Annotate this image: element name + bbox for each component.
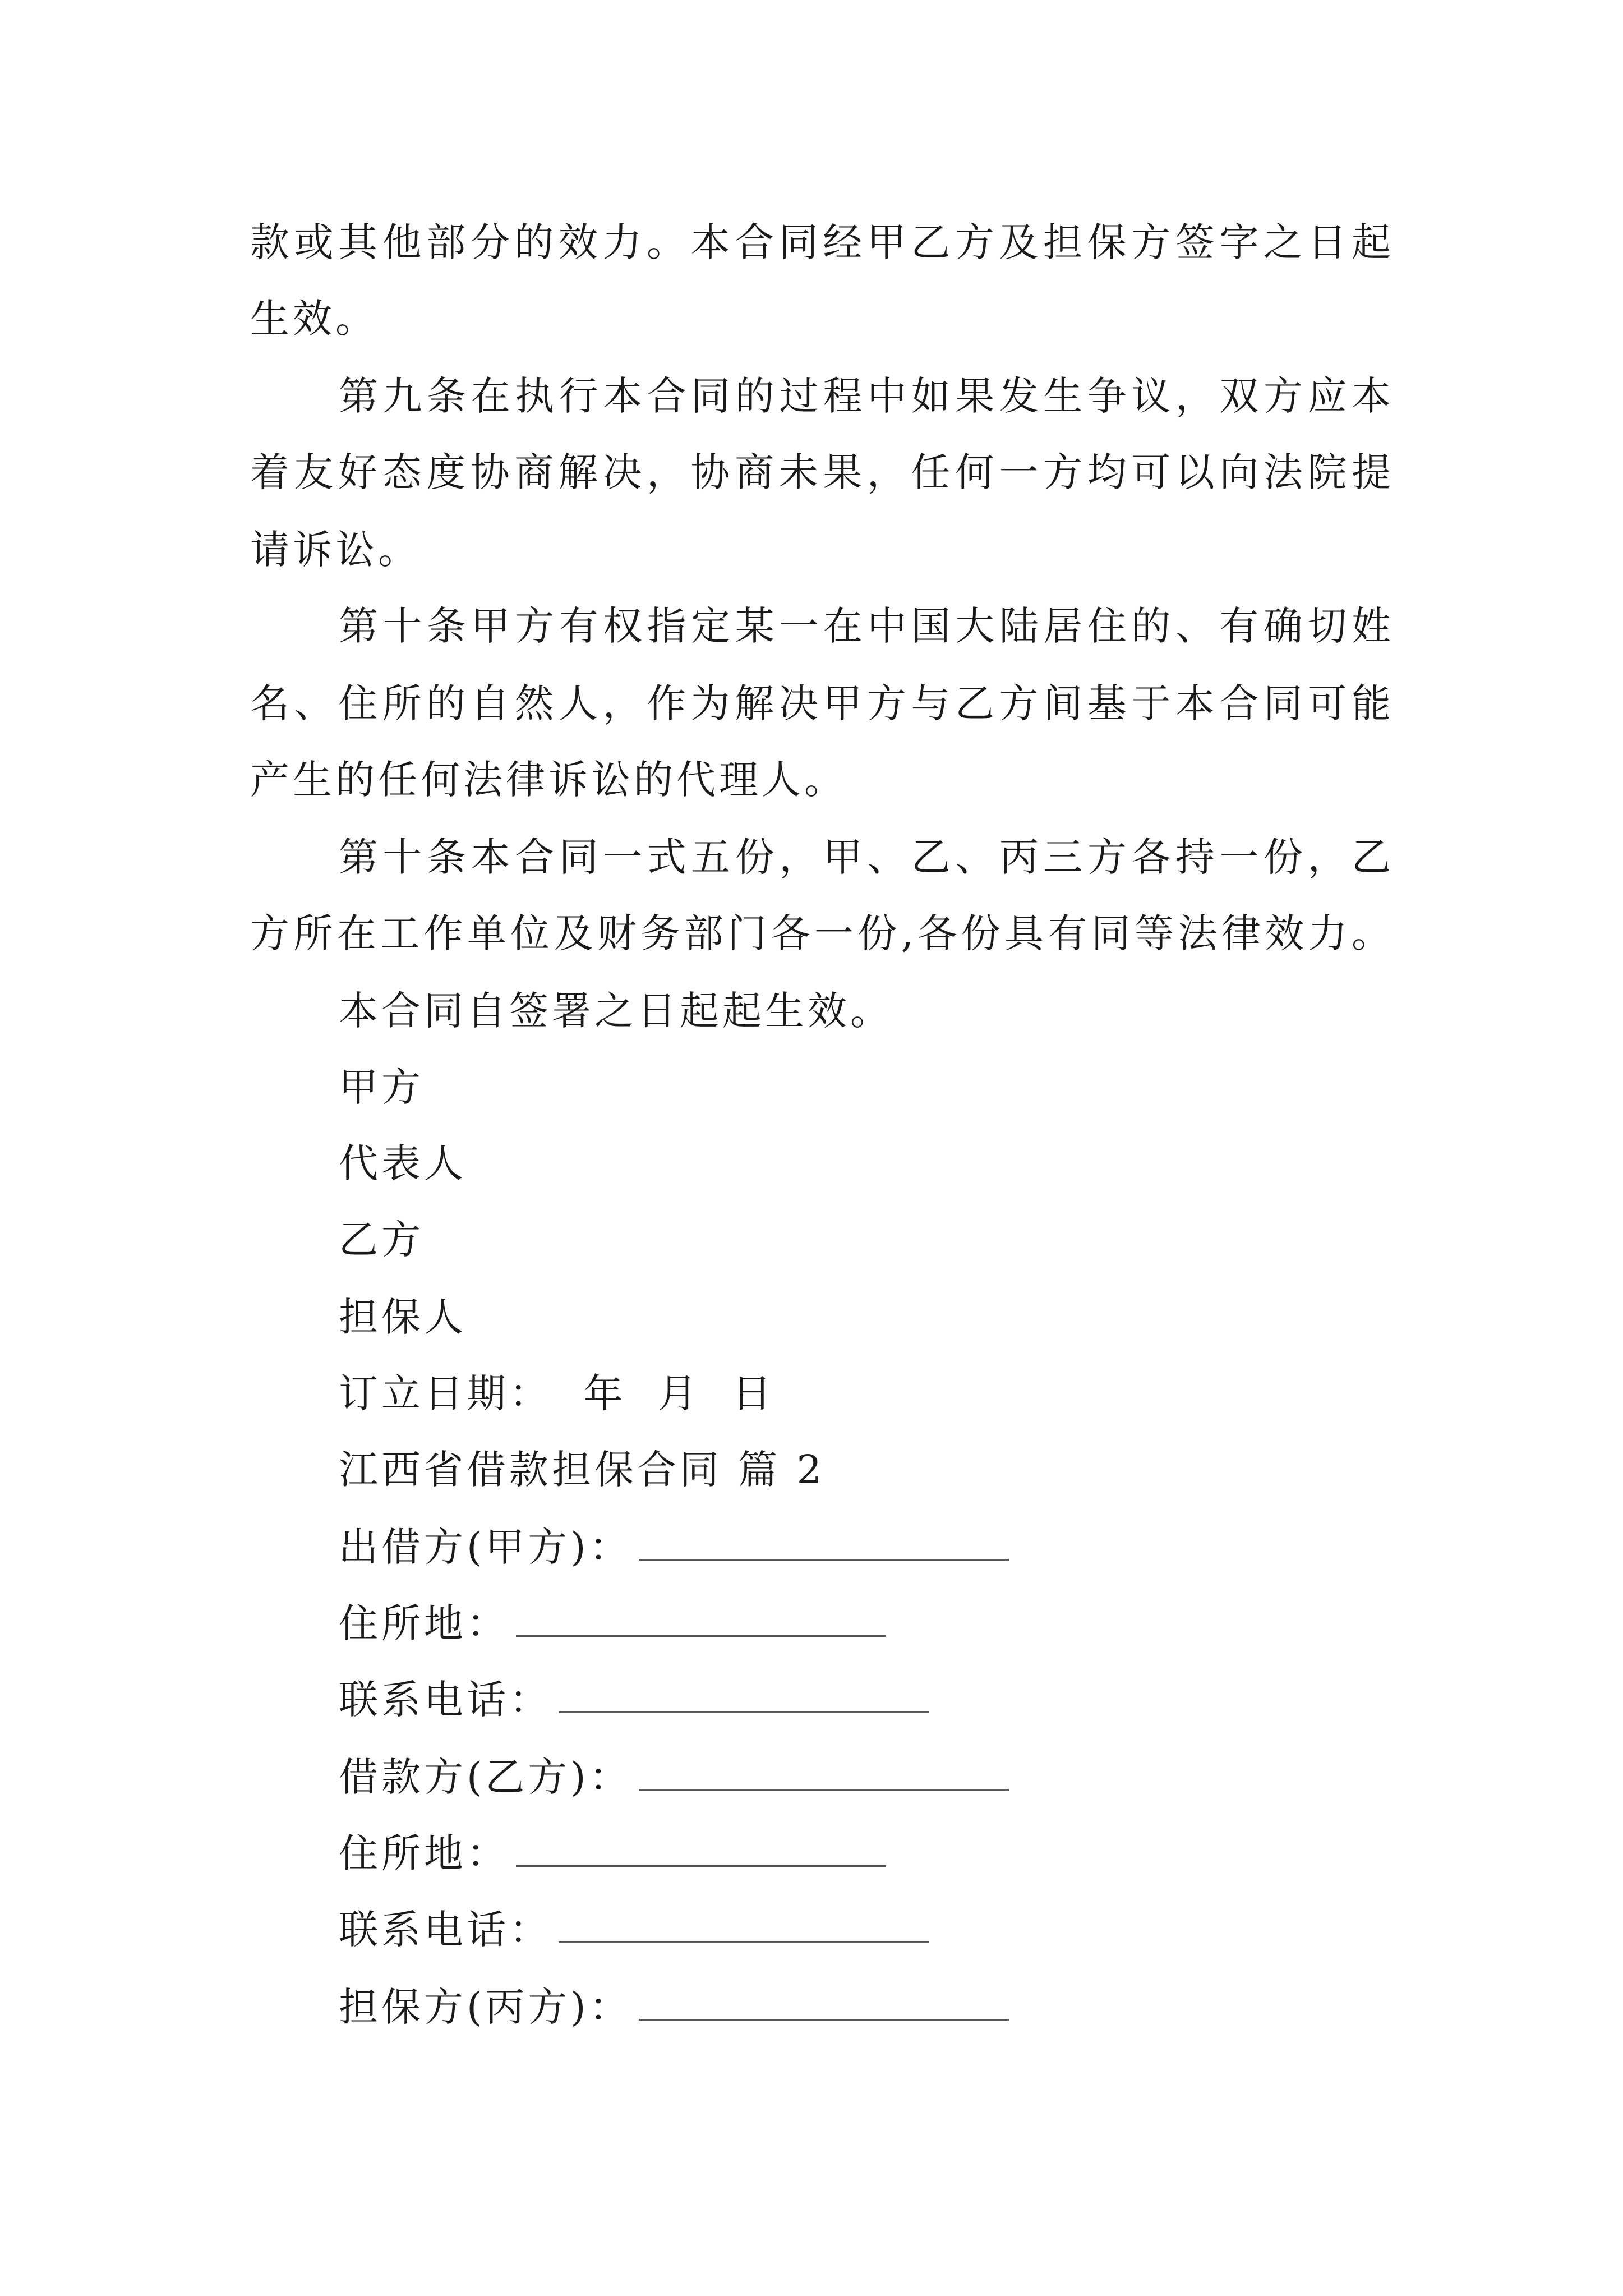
field-lender-phone-label: 联系电话：: [339, 1677, 552, 1723]
section-title: 江西省借款担保合同 篇 2: [339, 1447, 826, 1493]
signature-party-a: 甲方: [339, 1064, 424, 1110]
paragraph-line: 方所在工作单位及财务部门各一份,各份具有同等法律效力。: [250, 910, 1391, 956]
paragraph-line: 本合同自签署之日起起生效。: [339, 988, 893, 1034]
borrower-phone-blank: [559, 1908, 929, 1943]
field-lender-address: [339, 1595, 886, 1651]
lender-phone-blank: [559, 1678, 929, 1713]
field-borrower-phone-label: 联系电话：: [339, 1907, 552, 1953]
borrower-address-blank: [516, 1832, 886, 1867]
signature-date: 订立日期： 年 月 日: [339, 1370, 775, 1416]
paragraph-line: 生效。: [250, 296, 378, 342]
field-guarantor: [339, 1979, 1009, 2035]
lender-address-blank: [516, 1602, 886, 1637]
paragraph-line: 着友好态度协商解决，协商未果，任何一方均可以向法院提: [250, 449, 1391, 495]
signature-party-b: 乙方: [339, 1217, 424, 1263]
field-guarantor-label: 担保方(丙方)：: [339, 1984, 632, 2030]
field-lender-phone: [339, 1672, 929, 1728]
lender-blank: [639, 1525, 1009, 1561]
field-lender-address-label: 住所地：: [339, 1600, 509, 1646]
field-borrower: [339, 1749, 1009, 1805]
field-borrower-address: [339, 1825, 886, 1881]
field-lender: [339, 1519, 1009, 1575]
signature-guarantor: 担保人: [339, 1294, 467, 1340]
paragraph-line: 产生的任何法律诉讼的代理人。: [250, 757, 847, 803]
field-borrower-phone: [339, 1902, 929, 1958]
guarantor-blank: [639, 1985, 1009, 2021]
paragraph-line: 第十条甲方有权指定某一在中国大陆居住的、有确切姓: [339, 603, 1391, 649]
field-borrower-address-label: 住所地：: [339, 1830, 509, 1876]
paragraph-line: 第九条在执行本合同的过程中如果发生争议，双方应本: [339, 373, 1391, 419]
field-borrower-label: 借款方(乙方)：: [339, 1754, 632, 1800]
paragraph-line: 名、住所的自然人，作为解决甲方与乙方间基于本合同可能: [250, 680, 1391, 726]
signature-representative: 代表人: [339, 1140, 467, 1186]
paragraph-line: 款或其他部分的效力。本合同经甲乙方及担保方签字之日起: [250, 219, 1391, 265]
field-lender-label: 出借方(甲方)：: [339, 1524, 632, 1570]
paragraph-line: 第十条本合同一式五份，甲、乙、丙三方各持一份，乙: [339, 834, 1391, 880]
paragraph-line: 请诉讼。: [250, 527, 421, 573]
borrower-blank: [639, 1755, 1009, 1791]
